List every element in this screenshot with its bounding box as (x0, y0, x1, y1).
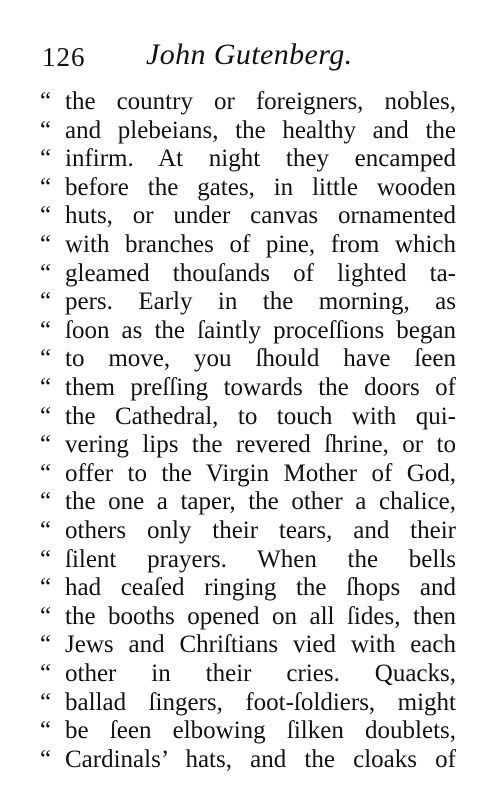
text-line-content: be ſeen elbowing ſilken doublets, (65, 717, 456, 745)
text-line-content: ſilent prayers. When the bells (65, 545, 456, 573)
text-line-content: to move, you ſhould have ſeen (65, 345, 456, 373)
opening-quote-mark: “ (40, 602, 52, 630)
opening-quote-mark: “ (40, 545, 52, 573)
text-line (40, 744, 456, 776)
text-line (40, 458, 456, 490)
text-line (40, 544, 456, 576)
opening-quote-mark: “ (40, 517, 52, 544)
text-line-content: the one a taper, the other a chalice, (65, 488, 456, 516)
text-line (40, 687, 456, 719)
text-line (40, 315, 456, 347)
text-line (40, 115, 456, 147)
text-line-content: infirm. At night they encamped (65, 145, 456, 173)
opening-quote-mark: “ (40, 316, 52, 344)
text-line-content: them preſſing towards the doors of (65, 374, 456, 401)
text-line (40, 172, 456, 204)
opening-quote-mark: “ (40, 660, 52, 687)
text-line (40, 258, 456, 290)
opening-quote-mark: “ (40, 574, 52, 602)
opening-quote-mark: “ (40, 345, 52, 373)
opening-quote-mark: “ (40, 459, 52, 487)
opening-quote-mark: “ (40, 688, 52, 716)
opening-quote-mark: “ (40, 173, 52, 201)
opening-quote-mark: “ (40, 745, 52, 773)
text-line-content: Cardinals’ hats, and the cloaks of (65, 745, 456, 773)
opening-quote-mark: “ (40, 488, 52, 516)
text-line-content: ſoon as the ſaintly proceſſions began (65, 316, 456, 344)
text-line (40, 200, 456, 232)
opening-quote-mark: “ (40, 717, 52, 745)
text-line-content: with branches of pine, from which (65, 231, 456, 258)
opening-quote-mark: “ (40, 231, 52, 258)
text-line (40, 572, 456, 604)
opening-quote-mark: “ (40, 288, 52, 316)
text-line (40, 401, 456, 433)
text-line-content: the country or foreigners, nobles, (65, 88, 456, 115)
opening-quote-mark: “ (40, 145, 52, 173)
text-line-content: before the gates, in little wooden (65, 173, 456, 201)
text-line (40, 343, 456, 375)
text-line (40, 629, 456, 661)
opening-quote-mark: “ (40, 402, 52, 430)
text-line (40, 658, 456, 690)
text-line-content: ballad ſingers, foot-ſoldiers, might (65, 688, 456, 716)
text-line-content: the Cathedral, to touch with qui- (65, 402, 456, 430)
text-line-content: Jews and Chriſtians vied with each (65, 631, 456, 659)
text-line (40, 286, 456, 318)
text-line (40, 229, 456, 261)
opening-quote-mark: “ (40, 259, 52, 287)
text-line (40, 86, 456, 118)
text-line-content: huts, or under canvas ornamented (65, 202, 456, 230)
text-line-content: the booths opened on all ſides, then (65, 602, 456, 630)
opening-quote-mark: “ (40, 374, 52, 401)
opening-quote-mark: “ (40, 431, 52, 459)
page-number: 126 (42, 42, 86, 72)
opening-quote-mark: “ (40, 631, 52, 659)
text-line (40, 601, 456, 633)
text-line-content: gleamed thouſands of lighted ta- (65, 259, 456, 287)
text-line-content: others only their tears, and their (65, 517, 456, 544)
text-line-content: had ceaſed ringing the ſhops and (65, 574, 456, 602)
text-line (40, 429, 456, 461)
text-line-content: vering lips the revered ſhrine, or to (65, 431, 456, 459)
opening-quote-mark: “ (40, 88, 52, 115)
text-line-content: and plebeians, the healthy and the (65, 116, 456, 144)
page-header (42, 38, 462, 72)
text-line-content: other in their cries. Quacks, (65, 660, 456, 687)
text-line (40, 486, 456, 518)
text-line (40, 143, 456, 175)
text-line-content: pers. Early in the morning, as (65, 288, 456, 316)
opening-quote-mark: “ (40, 202, 52, 230)
text-line (40, 515, 456, 547)
text-line (40, 372, 456, 404)
text-line (40, 715, 456, 747)
text-line-content: offer to the Virgin Mother of God, (65, 459, 456, 487)
running-title: John Gutenberg. (146, 38, 353, 71)
page-text (40, 86, 456, 773)
opening-quote-mark: “ (40, 116, 52, 144)
